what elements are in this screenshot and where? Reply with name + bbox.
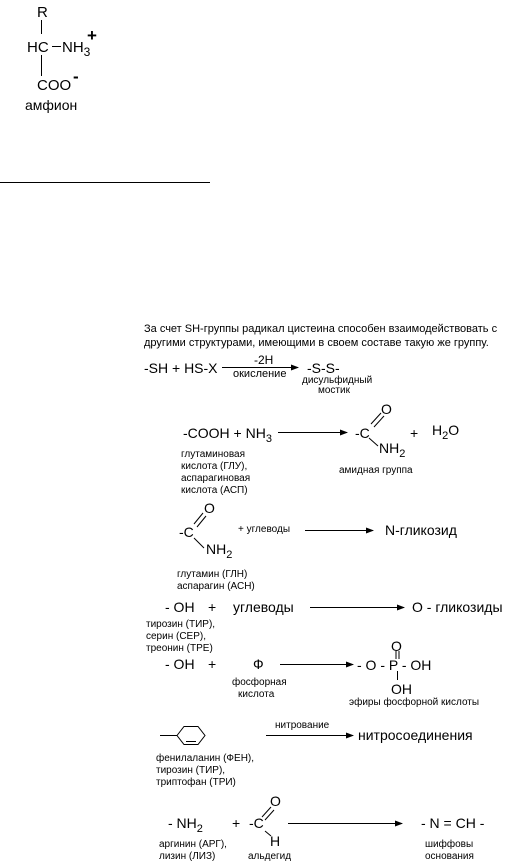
r7-plus: + (232, 815, 241, 831)
r6-source-2: тирозин (ТИР), (156, 765, 226, 776)
r7-product-label-2: основания (425, 851, 474, 862)
r3-nh2: $NH_2$ (206, 541, 233, 561)
r2-nh2-bond (369, 438, 378, 446)
intro-line-2: другими структурами, имеющими в своем составе такую же группу. (144, 337, 489, 349)
r2-product-label: амидная группа (339, 465, 413, 476)
r1-product-label-2: мостик (318, 385, 350, 396)
r7-source-2: лизин (ЛИЗ) (159, 851, 216, 862)
r3-nh2-bond (194, 538, 204, 548)
r3-double-bond-2 (197, 516, 206, 527)
r4-product: O - гликозиды (412, 599, 503, 615)
r7-oxygen: O (270, 793, 281, 809)
amphion-hc: HC (27, 39, 49, 56)
r5-oh-bottom: OH (391, 681, 412, 697)
r3-carbon: -C (179, 524, 194, 540)
r1-below-arrow: окисление (233, 368, 287, 380)
r3-product: N-гликозид (385, 522, 457, 538)
r4-oh: - OH (165, 599, 195, 615)
amphion-r: R (37, 4, 48, 21)
amphion-label: амфион (25, 97, 78, 113)
r6-source-3: триптофан (ТРИ) (156, 777, 236, 788)
r5-plus: + (208, 656, 217, 672)
r3-reagent: + углеводы (238, 524, 291, 535)
r4-source-1: тирозин (ТИР), (146, 619, 216, 630)
r5-phosphate-label-2: кислота (238, 689, 275, 700)
r3-oxygen: O (204, 500, 215, 516)
r2-carbon: -C (355, 425, 370, 441)
r4-reagent: углеводы (233, 599, 294, 615)
r2-nh2: $NH_2$ (379, 440, 406, 460)
r7-product-label-1: шиффовы (425, 839, 474, 850)
r2-source-3: аспарагиновая (181, 473, 251, 484)
r5-phosphate-label-1: фосфорная (232, 677, 287, 688)
amphion-coo: COO (37, 77, 72, 94)
r4-source-2: серин (СЕР), (146, 631, 207, 642)
r3-source-1: глутамин (ГЛН) (177, 569, 248, 580)
r4-plus: + (208, 599, 217, 615)
r6-product: нитросоединения (358, 727, 473, 743)
r5-o-top: O (391, 638, 402, 654)
r5-phosphate-symbol: Ф (253, 656, 264, 672)
r2-source-1: глутаминовая (181, 449, 246, 460)
r3-source-2: аспарагин (АСН) (177, 581, 255, 592)
r1-above-arrow: -2H (254, 353, 274, 367)
r2-source-2: кислота (ГЛУ), (181, 461, 248, 472)
r5-oh: - OH (165, 656, 195, 672)
r1-product-label-1: дисульфидный (302, 375, 373, 386)
r6-source-1: фенилаланин (ФЕН), (156, 753, 255, 764)
r6-above-arrow: нитрование (275, 720, 330, 731)
r5-chain: - O - P - OH (357, 657, 432, 673)
r2-lhs: -COOH + $NH_3$ (183, 425, 272, 445)
r7-carbon: -C (249, 815, 264, 831)
r7-hydrogen: H (270, 833, 281, 849)
r3-double-bond-1 (194, 513, 203, 524)
r2-double-bond-2 (374, 416, 384, 427)
amphion-nh3: $NH_3$ (62, 39, 91, 59)
r2-double-bond-1 (371, 413, 381, 424)
r7-aldehyde-label: альдегид (248, 851, 292, 862)
r4-source-3: треонин (ТРЕ) (146, 643, 213, 654)
r2-oxygen: O (381, 401, 392, 417)
r7-source-1: аргинин (АРГ), (159, 839, 227, 850)
amphion-plus-charge: + (87, 26, 97, 45)
r1-lhs: -SH + HS-X (144, 360, 218, 376)
r2-plus: + (410, 425, 419, 441)
r2-water: $H_2O$ (432, 422, 460, 442)
r7-product: - N = CH - (421, 815, 485, 831)
amphion-minus-charge: - (73, 67, 79, 86)
r2-source-4: кислота (АСП) (181, 485, 248, 496)
r7-nh2: - $NH_2$ (168, 815, 203, 835)
r1-product: -S-S- (307, 360, 340, 376)
intro-line-1: За счет SH-группы радикал цистеина способен взаимодействовать с (144, 323, 498, 335)
r5-product-label: эфиры фосфорной кислоты (349, 697, 480, 708)
